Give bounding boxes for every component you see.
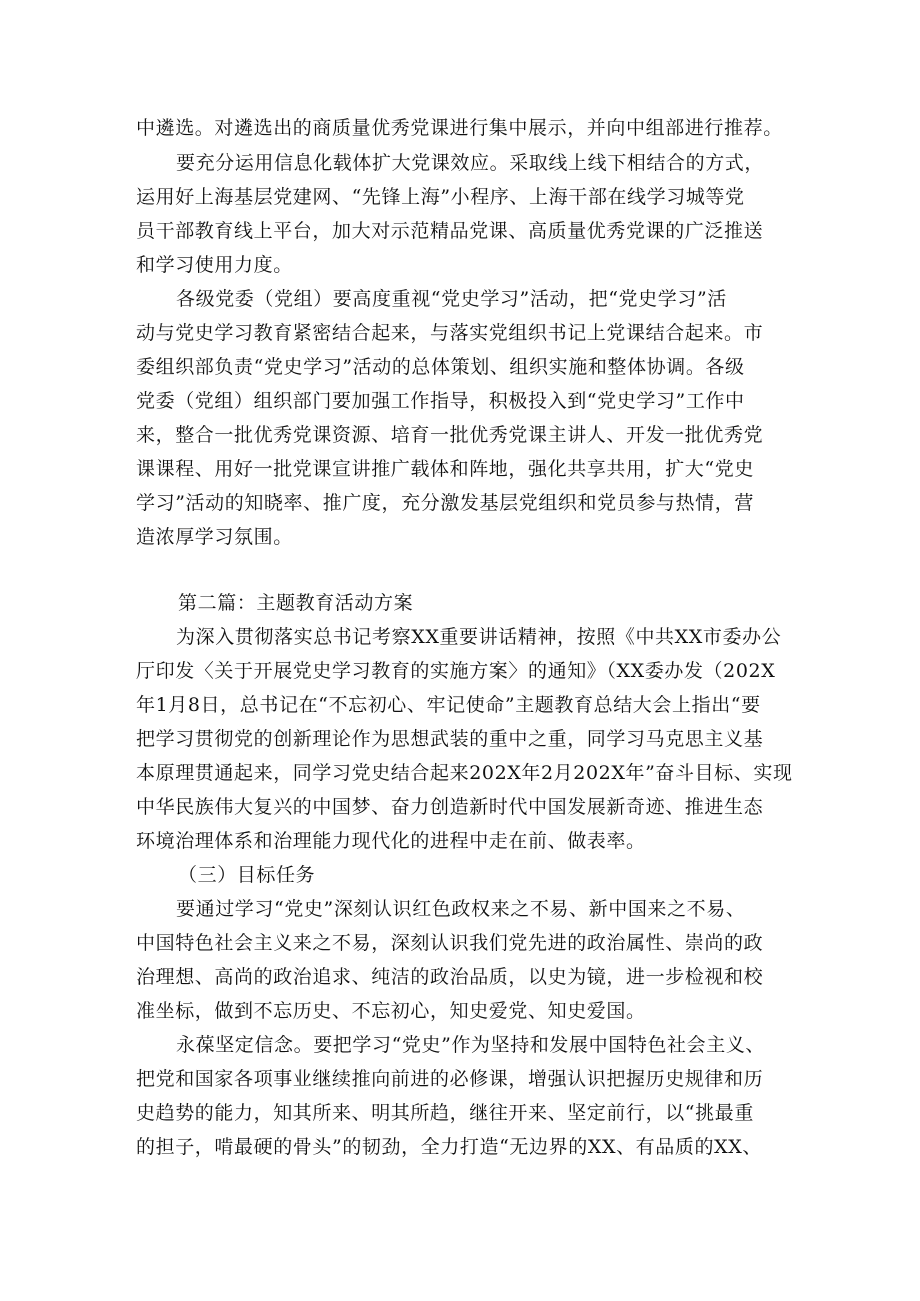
text-line: 治理想、高尚的政治追求、纯洁的政治品质，以史为镜，进一步检视和校 [136, 966, 764, 988]
text-line: 中遴选。对遴选出的商质量优秀党课进行集中展示，并向中组部进行推荐。 [136, 117, 783, 139]
text-line: 运用好上海基层党建网、“先锋上海”小程序、上海干部在线学习城等党 [136, 186, 745, 208]
text-line: 中华民族伟大复兴的中国梦、奋力创造新时代中国发展新奇迹、推进生态 [136, 796, 764, 818]
text-line: 课课程、用好一批党课宣讲推广载体和阵地，强化共享共用，扩大“党史 [136, 458, 754, 480]
text-line: 各级党委（党组）要高度重视“党史学习”活动，把“党史学习”活 [176, 288, 727, 310]
text-line: 环境治理体系和治理能力现代化的进程中走在前、做表率。 [136, 830, 646, 852]
text-line: 造浓厚学习氛围。 [136, 526, 293, 548]
text-line: 为深入贯彻落实总书记考察XX重要讲话精神，按照《中共XX市委办公 [176, 626, 782, 648]
text-line: 要充分运用信息化载体扩大党课效应。采取线上线下相结合的方式， [176, 152, 765, 174]
text-line: 委组织部负责“党史学习”活动的总体策划、组织实施和整体协调。各级 [136, 356, 745, 378]
text-line: 年1月8日，总书记在“不忘初心、牢记使命”主题教育总结大会上指出“要 [136, 694, 761, 716]
text-line: 要通过学习“党史”深刻认识红色政权来之不易、新中国来之不易、 [176, 898, 746, 920]
text-line: 和学习使用力度。 [136, 254, 293, 276]
text-line: 把学习贯彻党的创新理论作为思想武装的重中之重，同学习马克思主义基 [136, 728, 764, 750]
section2-heading: 第二篇：主题教育活动方案 [178, 592, 414, 614]
text-line: 员干部教育线上平台，加大对示范精品党课、高质量优秀党课的广泛推送 [136, 220, 764, 242]
text-line: 党委（党组）组织部门要加强工作指导，积极投入到“党史学习”工作中 [136, 390, 745, 412]
text-line: 学习”活动的知晓率、推广度，充分激发基层党组织和党员参与热情，营 [136, 492, 754, 514]
text-line: 厅印发〈关于开展党史学习教育的实施方案〉的通知》（XX委办发（202X [136, 660, 776, 682]
text-line: 来，整合一批优秀党课资源、培育一批优秀党课主讲人、开发一批优秀党 [136, 424, 764, 446]
text-line: 的担子，啃最硬的骨头”的韧劲，全力打造“无边界的XX、有品质的XX、 [136, 1136, 762, 1158]
text-line: 准坐标，做到不忘历史、不忘初心，知史爱党、知史爱国。 [136, 1000, 646, 1022]
text-line: 本原理贯通起来，同学习党史结合起来202X年2月202X年”奋斗目标、实现 [136, 762, 793, 784]
text-line: 中国特色社会主义来之不易，深刻认识我们党先进的政治属性、崇尚的政 [136, 932, 764, 954]
text-line: 史趋势的能力，知其所来、明其所趋，继往开来、坚定前行，以“挑最重 [136, 1102, 754, 1124]
text-line: 把党和国家各项事业继续推向前进的必修课，增强认识把握历史规律和历 [136, 1068, 764, 1090]
text-line: 永葆坚定信念。要把学习“党史”作为坚持和发展中国特色社会主义、 [176, 1034, 766, 1056]
section2-subheading: （三）目标任务 [178, 864, 316, 886]
text-line: 动与党史学习教育紧密结合起来，与落实党组织书记上党课结合起来。市 [136, 322, 764, 344]
